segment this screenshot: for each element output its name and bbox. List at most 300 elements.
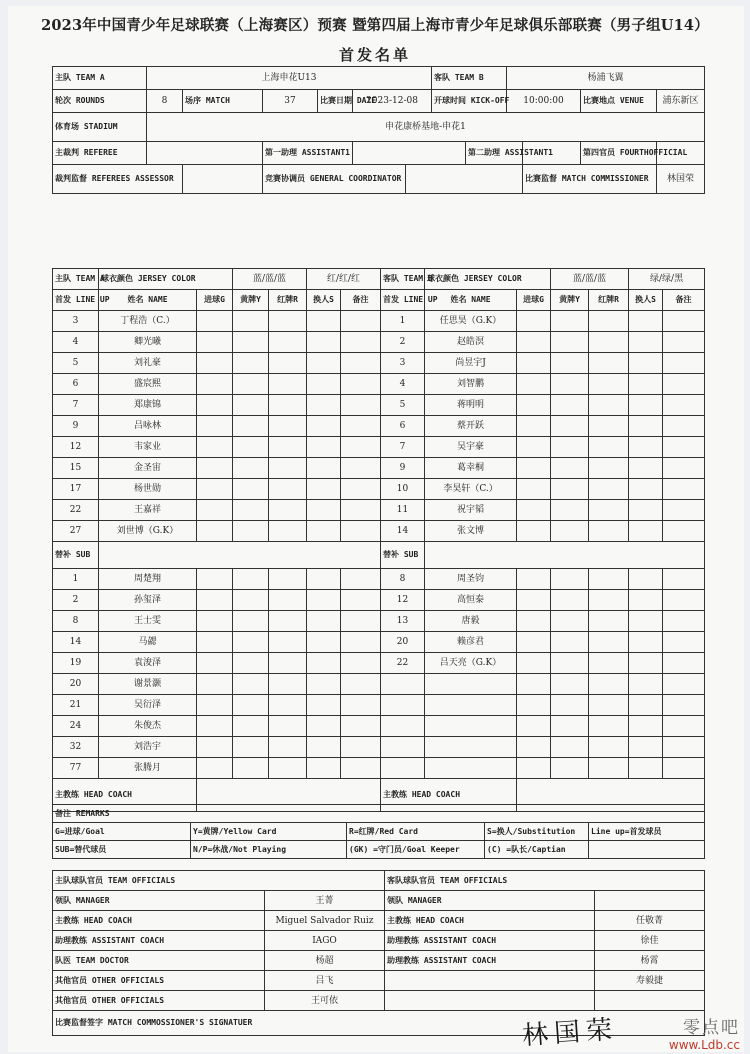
home-stat-cell <box>197 737 233 758</box>
home-stat-cell <box>341 416 381 437</box>
away-goal-col: 进球G <box>517 290 551 311</box>
home-player-number: 6 <box>53 374 99 395</box>
home-player-name: 朱俊杰 <box>99 716 197 737</box>
home-stat-cell <box>233 458 269 479</box>
away-jersey-color-1: 蓝/蓝/蓝 <box>551 269 629 290</box>
away-stat-cell <box>629 716 663 737</box>
away-player-number: 4 <box>381 374 425 395</box>
home-stat-cell <box>269 458 307 479</box>
home-stat-cell <box>307 479 341 500</box>
official-row <box>53 991 705 1011</box>
away-stat-cell <box>551 590 589 611</box>
away-stat-cell <box>629 653 663 674</box>
away-stat-cell <box>663 458 705 479</box>
away-stat-cell <box>517 632 551 653</box>
home-stat-cell <box>197 758 233 779</box>
away-player-number: 14 <box>381 521 425 542</box>
away-stat-cell <box>517 500 551 521</box>
home-stat-cell <box>197 521 233 542</box>
away-player-number: 12 <box>381 590 425 611</box>
away-stat-cell <box>629 695 663 716</box>
away-stat-cell <box>663 632 705 653</box>
commissioner-label: 比赛监督 MATCH COMMISSIONER <box>523 165 657 194</box>
away-stat-cell <box>551 758 589 779</box>
away-player-number: 10 <box>381 479 425 500</box>
away-remark-col: 备注 <box>663 290 705 311</box>
home-player-number: 77 <box>53 758 99 779</box>
home-stat-cell <box>307 437 341 458</box>
away-player-name: 刘智鹏 <box>425 374 517 395</box>
home-stat-cell <box>307 695 341 716</box>
home-stat-cell <box>307 569 341 590</box>
home-stat-cell <box>307 458 341 479</box>
table-row <box>53 374 705 395</box>
home-stat-cell <box>197 458 233 479</box>
away-stat-cell <box>629 437 663 458</box>
away-stat-cell <box>551 674 589 695</box>
home-jersey-label: 球衣颜色 JERSEY COLOR <box>99 269 233 290</box>
home-stat-cell <box>233 737 269 758</box>
assessor-value <box>183 165 263 194</box>
away-stat-cell <box>517 716 551 737</box>
home-stat-cell <box>197 569 233 590</box>
rounds-value: 8 <box>147 90 183 113</box>
watermark <box>669 1013 740 1052</box>
table-row <box>53 479 705 500</box>
away-stat-cell <box>663 479 705 500</box>
away-player-number: 8 <box>381 569 425 590</box>
table-row <box>53 311 705 332</box>
away-head-coach-label: 主教练 HEAD COACH <box>381 779 517 812</box>
home-stat-cell <box>341 590 381 611</box>
table-row <box>53 569 705 590</box>
away-stat-cell <box>663 569 705 590</box>
home-player-name: 谢景灏 <box>99 674 197 695</box>
home-stat-cell <box>233 632 269 653</box>
away-player-number <box>381 737 425 758</box>
away-stat-cell <box>517 653 551 674</box>
document-title: 2023年中国青少年足球联赛（上海赛区）预赛 暨第四届上海市青少年足球俱乐部联赛（男子组U14） <box>41 17 709 34</box>
away-stat-cell <box>517 569 551 590</box>
home-player-name: 周楚翔 <box>99 569 197 590</box>
document-subtitle: 首发名单 <box>338 46 411 64</box>
home-stat-cell <box>269 716 307 737</box>
home-official-name: 吕飞 <box>265 971 385 991</box>
table-row <box>53 674 705 695</box>
home-team-heading: 主队 TEAM A <box>53 269 99 290</box>
home-player-name: 刘世博（G.K） <box>99 521 197 542</box>
table-row <box>53 437 705 458</box>
home-player-number: 20 <box>53 674 99 695</box>
away-stat-cell <box>629 758 663 779</box>
table-row <box>53 395 705 416</box>
away-stat-cell <box>551 311 589 332</box>
away-stat-cell <box>663 674 705 695</box>
home-stat-cell <box>233 374 269 395</box>
home-stat-cell <box>233 353 269 374</box>
away-stat-cell <box>589 632 629 653</box>
home-stat-cell <box>269 353 307 374</box>
away-stat-cell <box>589 674 629 695</box>
away-stat-cell <box>663 521 705 542</box>
home-player-name: 郑康锦 <box>99 395 197 416</box>
remarks-label: 备注 REMARKS <box>53 805 705 823</box>
home-stat-cell <box>341 353 381 374</box>
kickoff-value: 10:00:00 <box>507 90 581 113</box>
away-official-name: 任敬菁 <box>595 911 705 931</box>
away-stat-cell <box>663 416 705 437</box>
away-stat-cell <box>551 374 589 395</box>
away-player-name: 祝宇韬 <box>425 500 517 521</box>
home-name-col: 姓名 NAME <box>99 290 197 311</box>
coordinator-value <box>406 165 523 194</box>
away-stat-cell <box>517 611 551 632</box>
home-stat-cell <box>197 395 233 416</box>
home-stat-cell <box>341 500 381 521</box>
away-player-name <box>425 758 517 779</box>
home-stat-cell <box>197 653 233 674</box>
away-stat-cell <box>517 395 551 416</box>
home-stat-cell <box>341 332 381 353</box>
away-stat-cell <box>663 758 705 779</box>
table-row <box>53 521 705 542</box>
away-sub-label: 替补 SUB <box>381 542 425 569</box>
table-row <box>53 590 705 611</box>
away-player-number: 13 <box>381 611 425 632</box>
home-player-name: 袁浚泽 <box>99 653 197 674</box>
home-stat-cell <box>233 500 269 521</box>
away-stat-cell <box>517 458 551 479</box>
away-stat-cell <box>629 332 663 353</box>
away-stat-cell <box>629 674 663 695</box>
away-player-name: 李昊轩（C.） <box>425 479 517 500</box>
home-stat-cell <box>269 611 307 632</box>
home-stat-cell <box>197 632 233 653</box>
home-official-role: 队医 TEAM DOCTOR <box>53 951 265 971</box>
home-player-number: 17 <box>53 479 99 500</box>
home-stat-cell <box>233 758 269 779</box>
table-row <box>53 353 705 374</box>
away-stat-cell <box>551 458 589 479</box>
away-official-name: 杨霄 <box>595 951 705 971</box>
home-stat-cell <box>233 716 269 737</box>
home-stat-cell <box>269 500 307 521</box>
home-stat-cell <box>269 416 307 437</box>
home-stat-cell <box>269 737 307 758</box>
away-stat-cell <box>551 611 589 632</box>
home-yellow-col: 黄牌Y <box>233 290 269 311</box>
home-stat-cell <box>307 674 341 695</box>
away-stat-cell <box>663 611 705 632</box>
away-stat-cell <box>517 437 551 458</box>
home-stat-cell <box>197 353 233 374</box>
away-stat-cell <box>517 590 551 611</box>
home-stat-cell <box>197 716 233 737</box>
home-stat-cell <box>233 590 269 611</box>
away-player-name: 张文博 <box>425 521 517 542</box>
commissioner-signature-label: 比赛监督签字 MATCH COMMOSSIONER'S SIGNATUER <box>53 1011 705 1036</box>
watermark-text: 零点吧 <box>683 1018 740 1038</box>
away-stat-cell <box>629 632 663 653</box>
home-stat-cell <box>233 695 269 716</box>
venue-value: 浦东新区 <box>657 90 705 113</box>
away-jersey-color-2: 绿/绿/黑 <box>629 269 705 290</box>
home-stat-cell <box>307 311 341 332</box>
home-player-number: 9 <box>53 416 99 437</box>
home-goal-col: 进球G <box>197 290 233 311</box>
home-stat-cell <box>197 611 233 632</box>
home-stat-cell <box>197 674 233 695</box>
home-stat-cell <box>307 416 341 437</box>
away-stat-cell <box>589 374 629 395</box>
home-official-role: 领队 MANAGER <box>53 891 265 911</box>
home-official-name: 杨超 <box>265 951 385 971</box>
home-stat-cell <box>269 758 307 779</box>
away-player-name: 吴宇豪 <box>425 437 517 458</box>
away-stat-cell <box>663 374 705 395</box>
home-stat-cell <box>341 311 381 332</box>
away-player-name <box>425 695 517 716</box>
home-official-role: 其他官员 OTHER OFFICIALS <box>53 971 265 991</box>
table-row <box>53 416 705 437</box>
away-stat-cell <box>551 353 589 374</box>
home-player-number: 2 <box>53 590 99 611</box>
official-row <box>53 911 705 931</box>
away-stat-cell <box>551 395 589 416</box>
home-player-name: 王嘉祥 <box>99 500 197 521</box>
home-stat-cell <box>197 695 233 716</box>
home-stat-cell <box>341 758 381 779</box>
away-player-number <box>381 758 425 779</box>
official-row <box>53 931 705 951</box>
home-stat-cell <box>269 311 307 332</box>
away-stat-cell <box>663 395 705 416</box>
date-value: 2023-12-08 <box>353 90 432 113</box>
away-player-name: 高恒泰 <box>425 590 517 611</box>
away-player-name: 赵皓溟 <box>425 332 517 353</box>
away-stat-cell <box>589 590 629 611</box>
assessor-label: 裁判监督 REFEREES ASSESSOR <box>53 165 183 194</box>
kickoff-label: 开球时间 KICK-OFF <box>432 90 507 113</box>
commissioner-value: 林国荣 <box>657 165 705 194</box>
home-stat-cell <box>269 521 307 542</box>
home-stat-cell <box>307 653 341 674</box>
away-stat-cell <box>517 374 551 395</box>
home-stat-cell <box>233 674 269 695</box>
table-row <box>53 716 705 737</box>
home-stat-cell <box>197 374 233 395</box>
away-stat-cell <box>629 374 663 395</box>
lineup-table <box>52 268 705 812</box>
away-stat-cell <box>589 521 629 542</box>
table-row <box>53 332 705 353</box>
assistant1-label: 第一助理 ASSISTANT1 <box>263 142 353 165</box>
away-stat-cell <box>663 353 705 374</box>
away-player-name: 唐毅 <box>425 611 517 632</box>
home-player-number: 5 <box>53 353 99 374</box>
home-stat-cell <box>341 695 381 716</box>
away-player-number: 22 <box>381 653 425 674</box>
away-stat-cell <box>551 500 589 521</box>
away-stat-cell <box>589 332 629 353</box>
home-player-number: 1 <box>53 569 99 590</box>
away-team-heading: 客队 TEAM B <box>381 269 425 290</box>
home-sub-spacer <box>99 542 381 569</box>
away-stat-cell <box>663 500 705 521</box>
home-stat-cell <box>307 395 341 416</box>
home-stat-cell <box>233 479 269 500</box>
home-player-number: 32 <box>53 737 99 758</box>
away-stat-cell <box>551 521 589 542</box>
away-stat-cell <box>589 758 629 779</box>
home-red-col: 红牌R <box>269 290 307 311</box>
away-stat-cell <box>629 458 663 479</box>
away-stat-cell <box>663 653 705 674</box>
home-stat-cell <box>197 479 233 500</box>
away-player-number: 1 <box>381 311 425 332</box>
away-stat-cell <box>629 611 663 632</box>
referee-label: 主裁判 REFEREE <box>53 142 147 165</box>
home-stat-cell <box>269 374 307 395</box>
home-stat-cell <box>307 590 341 611</box>
away-player-number: 6 <box>381 416 425 437</box>
home-head-coach-label: 主教练 HEAD COACH <box>53 779 197 812</box>
home-official-name: 王菁 <box>265 891 385 911</box>
official-row <box>53 971 705 991</box>
remark-sub: SUB=替代球员 <box>53 841 191 859</box>
away-official-role: 助理教练 ASSISTANT COACH <box>385 951 595 971</box>
home-stat-cell <box>307 353 341 374</box>
watermark-url: www.Ldb.cc <box>668 1038 740 1052</box>
away-player-number: 2 <box>381 332 425 353</box>
away-jersey-label: 球衣颜色 JERSEY COLOR <box>425 269 551 290</box>
home-player-number: 8 <box>53 611 99 632</box>
away-stat-cell <box>663 737 705 758</box>
away-stat-cell <box>551 437 589 458</box>
home-stat-cell <box>307 632 341 653</box>
stadium-value: 申花康桥基地-申花1 <box>147 113 705 142</box>
home-stat-cell <box>269 695 307 716</box>
away-stat-cell <box>629 416 663 437</box>
away-stat-cell <box>517 353 551 374</box>
table-row <box>53 458 705 479</box>
home-player-name: 丁程浩（C.） <box>99 311 197 332</box>
home-stat-cell <box>269 332 307 353</box>
home-stat-cell <box>269 437 307 458</box>
home-stat-cell <box>197 311 233 332</box>
official-row <box>53 891 705 911</box>
away-player-number <box>381 695 425 716</box>
home-stat-cell <box>233 311 269 332</box>
home-stat-cell <box>233 611 269 632</box>
home-player-name: 吕咏林 <box>99 416 197 437</box>
away-sub-col: 换人S <box>629 290 663 311</box>
home-stat-cell <box>233 653 269 674</box>
home-sub-label: 替补 SUB <box>53 542 99 569</box>
remark-not-playing: N/P=休战/Not Playing <box>191 841 347 859</box>
table-row <box>53 611 705 632</box>
home-jersey-color-2: 红/红/红 <box>307 269 381 290</box>
away-stat-cell <box>517 479 551 500</box>
away-official-name: 徐佳 <box>595 931 705 951</box>
home-remark-col: 备注 <box>341 290 381 311</box>
remark-lineup: Line up=首发球员 <box>589 823 705 841</box>
away-official-name <box>595 991 705 1011</box>
away-stat-cell <box>517 311 551 332</box>
away-yellow-col: 黄牌Y <box>551 290 589 311</box>
away-stat-cell <box>663 437 705 458</box>
match-value: 37 <box>263 90 318 113</box>
away-stat-cell <box>551 737 589 758</box>
away-official-name <box>595 891 705 911</box>
home-player-number: 4 <box>53 332 99 353</box>
coordinator-label: 竞赛协调员 GENERAL COORDINATOR <box>263 165 406 194</box>
away-player-number: 9 <box>381 458 425 479</box>
away-player-name <box>425 737 517 758</box>
home-stat-cell <box>197 416 233 437</box>
remarks-table <box>52 804 705 859</box>
away-stat-cell <box>589 311 629 332</box>
home-player-number: 19 <box>53 653 99 674</box>
away-player-number: 11 <box>381 500 425 521</box>
away-stat-cell <box>589 716 629 737</box>
remark-empty <box>589 841 705 859</box>
home-player-number: 24 <box>53 716 99 737</box>
table-row <box>53 695 705 716</box>
home-stat-cell <box>269 590 307 611</box>
home-stat-cell <box>197 437 233 458</box>
home-stat-cell <box>341 737 381 758</box>
home-player-name: 韦家业 <box>99 437 197 458</box>
home-stat-cell <box>341 653 381 674</box>
away-stat-cell <box>589 500 629 521</box>
home-player-number: 14 <box>53 632 99 653</box>
away-stat-cell <box>589 437 629 458</box>
fourth-official-label: 第四官员 FOURTHOFFICIAL <box>581 142 657 165</box>
home-stat-cell <box>233 332 269 353</box>
home-player-name: 盛宸熙 <box>99 374 197 395</box>
away-player-name: 蒋明明 <box>425 395 517 416</box>
away-name-col: 姓名 NAME <box>425 290 517 311</box>
away-stat-cell <box>517 737 551 758</box>
away-stat-cell <box>629 737 663 758</box>
home-stat-cell <box>307 611 341 632</box>
away-team-label: 客队 TEAM B <box>432 67 507 90</box>
home-stat-cell <box>197 332 233 353</box>
home-stat-cell <box>269 569 307 590</box>
home-stat-cell <box>341 395 381 416</box>
home-stat-cell <box>269 674 307 695</box>
away-stat-cell <box>589 611 629 632</box>
away-stat-cell <box>517 332 551 353</box>
away-stat-cell <box>551 479 589 500</box>
home-stat-cell <box>341 458 381 479</box>
away-stat-cell <box>551 416 589 437</box>
home-stat-cell <box>341 437 381 458</box>
home-player-number: 15 <box>53 458 99 479</box>
home-stat-cell <box>307 521 341 542</box>
remark-captain: (C) =队长/Captian <box>485 841 589 859</box>
home-stat-cell <box>233 395 269 416</box>
home-stat-cell <box>341 521 381 542</box>
assistant1-value <box>353 142 466 165</box>
home-sub-col: 换人S <box>307 290 341 311</box>
home-player-number: 21 <box>53 695 99 716</box>
away-stat-cell <box>589 353 629 374</box>
home-stat-cell <box>341 569 381 590</box>
referee-value <box>147 142 263 165</box>
home-team-value: 上海申花U13 <box>147 67 432 90</box>
